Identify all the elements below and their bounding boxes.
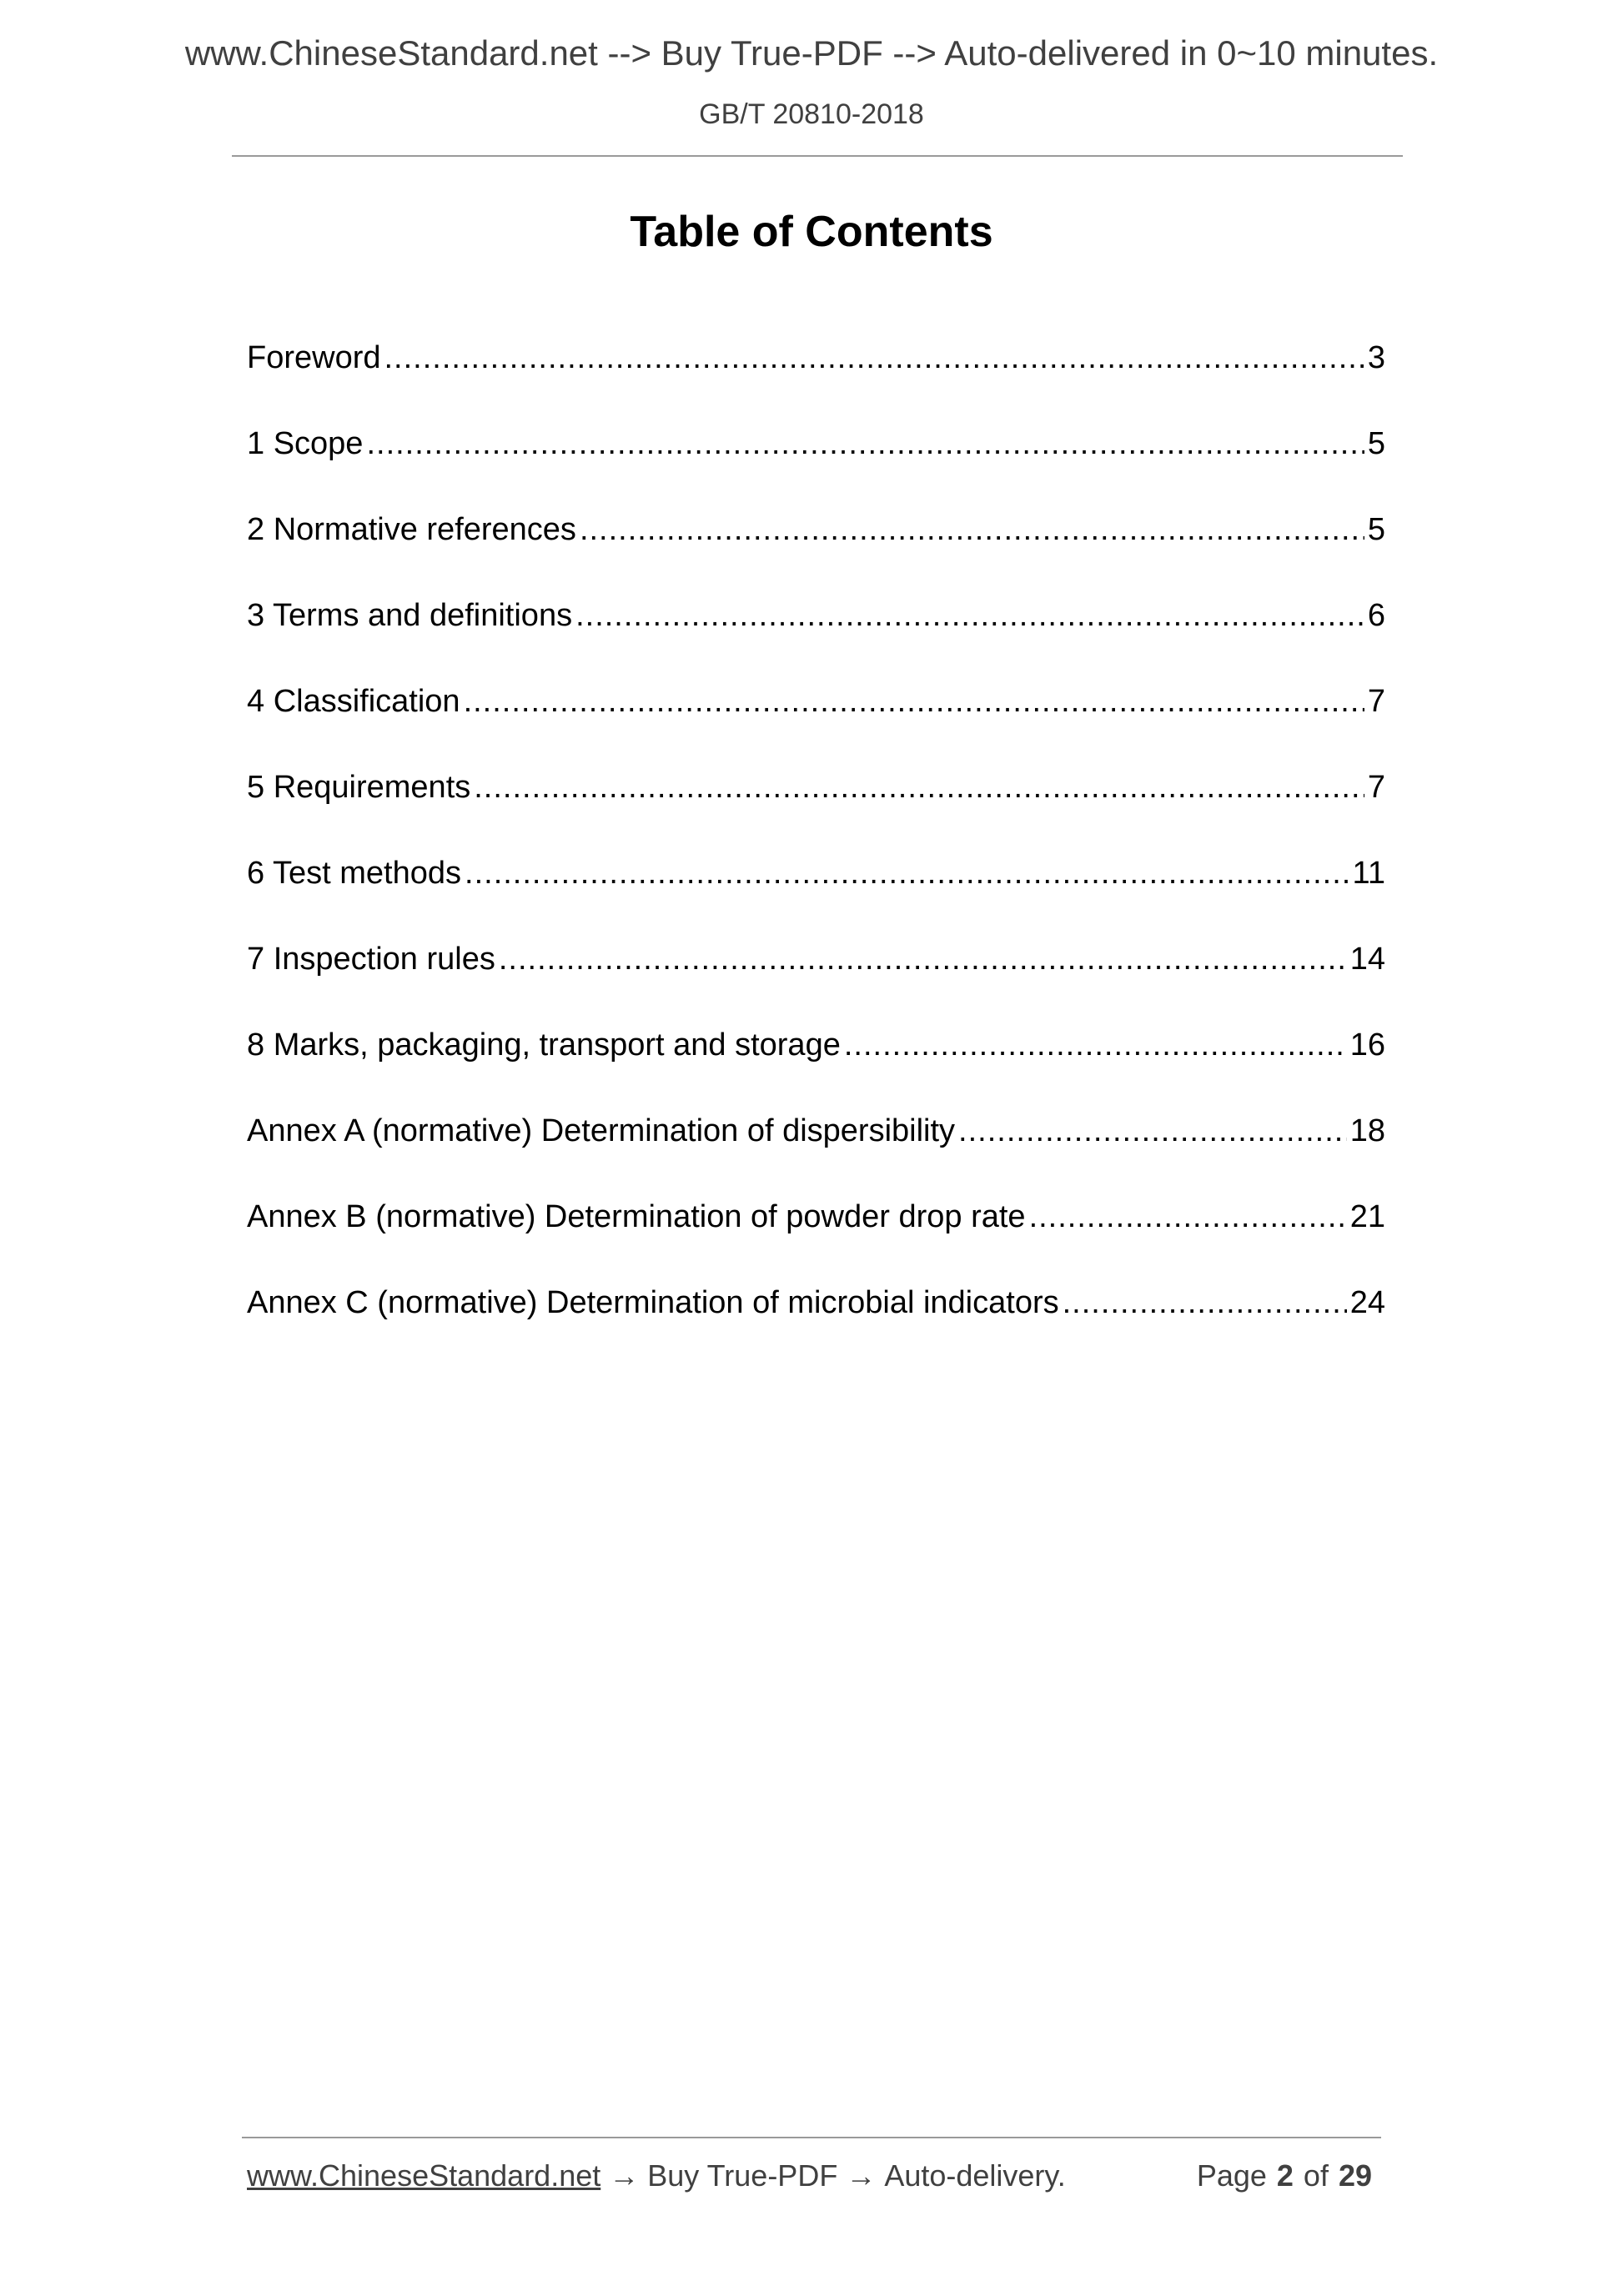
dot-leader (465, 856, 1349, 892)
toc-entry-annex-b[interactable] (247, 1199, 1385, 1285)
toc-entry-page: 5 (1367, 512, 1385, 547)
dot-leader (474, 770, 1364, 806)
top-banner: www.ChineseStandard.net --> Buy True-PDF --> Auto-delivered in 0~10 minutes. (184, 33, 1439, 73)
toc-entry-page: 16 (1349, 1027, 1385, 1063)
toc-entry-page: 6 (1367, 598, 1385, 633)
toc-entry-test-methods[interactable] (247, 856, 1385, 942)
toc-entry-page: 21 (1349, 1199, 1385, 1234)
delivery-text: Auto-delivery. (884, 2158, 1066, 2193)
toc-entry-label: Annex B (normative) Determination of powder drop rate (247, 1199, 1026, 1234)
toc-entry-inspection-rules[interactable] (247, 942, 1385, 1027)
dot-leader (1063, 1285, 1347, 1321)
toc-entry-annex-c[interactable] (247, 1285, 1385, 1371)
toc-entry-label: 2 Normative references (247, 512, 576, 547)
dot-leader (366, 426, 1364, 462)
dot-leader (844, 1027, 1347, 1063)
of-word: of (1303, 2158, 1329, 2193)
site-link[interactable]: www.ChineseStandard.net (247, 2158, 601, 2193)
dot-leader (464, 684, 1364, 720)
toc-entry-label: 5 Requirements (247, 770, 471, 805)
toc-entry-label: 4 Classification (247, 684, 460, 719)
toc-list (247, 340, 1385, 1371)
toc-entry-label: 6 Test methods (247, 856, 462, 891)
toc-entry-label: 7 Inspection rules (247, 942, 495, 977)
toc-entry-page: 14 (1349, 942, 1385, 977)
toc-entry-page: 11 (1352, 856, 1385, 891)
total-pages-number: 29 (1338, 2158, 1372, 2193)
page-footer (247, 2158, 1377, 2193)
toc-entry-label: 1 Scope (247, 426, 364, 461)
document-code: GB/T 20810-2018 (699, 98, 924, 130)
arrow-icon: → (846, 2158, 877, 2193)
dot-leader (958, 1113, 1347, 1149)
toc-entry-label: Annex C (normative) Determination of microbial indicators (247, 1285, 1059, 1320)
toc-entry-annex-a[interactable] (247, 1113, 1385, 1199)
toc-entry-page: 3 (1367, 340, 1385, 375)
toc-entry-page: 7 (1367, 770, 1385, 805)
toc-entry-requirements[interactable] (247, 770, 1385, 856)
toc-entry-label: Annex A (normative) Determination of dispersibility (247, 1113, 956, 1148)
toc-title: Table of Contents (630, 208, 993, 256)
toc-entry-page: 24 (1349, 1285, 1385, 1320)
page-word: Page (1196, 2158, 1267, 2193)
header-divider (232, 155, 1403, 157)
dot-leader (580, 512, 1364, 548)
toc-entry-page: 18 (1349, 1113, 1385, 1148)
footer-divider (242, 2137, 1381, 2138)
page-indicator (1192, 2158, 1377, 2193)
current-page-number: 2 (1276, 2158, 1294, 2193)
dot-leader (1029, 1199, 1347, 1235)
toc-entry-label: 3 Terms and definitions (247, 598, 573, 633)
toc-entry-page: 5 (1367, 426, 1385, 461)
toc-entry-foreword[interactable] (247, 340, 1385, 426)
toc-entry-label: Foreword (247, 340, 381, 375)
toc-entry-terms-and-definitions[interactable] (247, 598, 1385, 684)
arrow-icon: → (609, 2158, 640, 2193)
toc-entry-classification[interactable] (247, 684, 1385, 770)
dot-leader (384, 340, 1364, 376)
buy-text: Buy True-PDF (647, 2158, 838, 2193)
toc-entry-scope[interactable] (247, 426, 1385, 512)
dot-leader (499, 942, 1347, 977)
toc-entry-marks-packaging[interactable] (247, 1027, 1385, 1113)
dot-leader (575, 598, 1364, 634)
footer-promo (247, 2158, 1066, 2193)
toc-entry-page: 7 (1367, 684, 1385, 719)
toc-entry-label: 8 Marks, packaging, transport and storage (247, 1027, 841, 1063)
toc-entry-normative-references[interactable] (247, 512, 1385, 598)
